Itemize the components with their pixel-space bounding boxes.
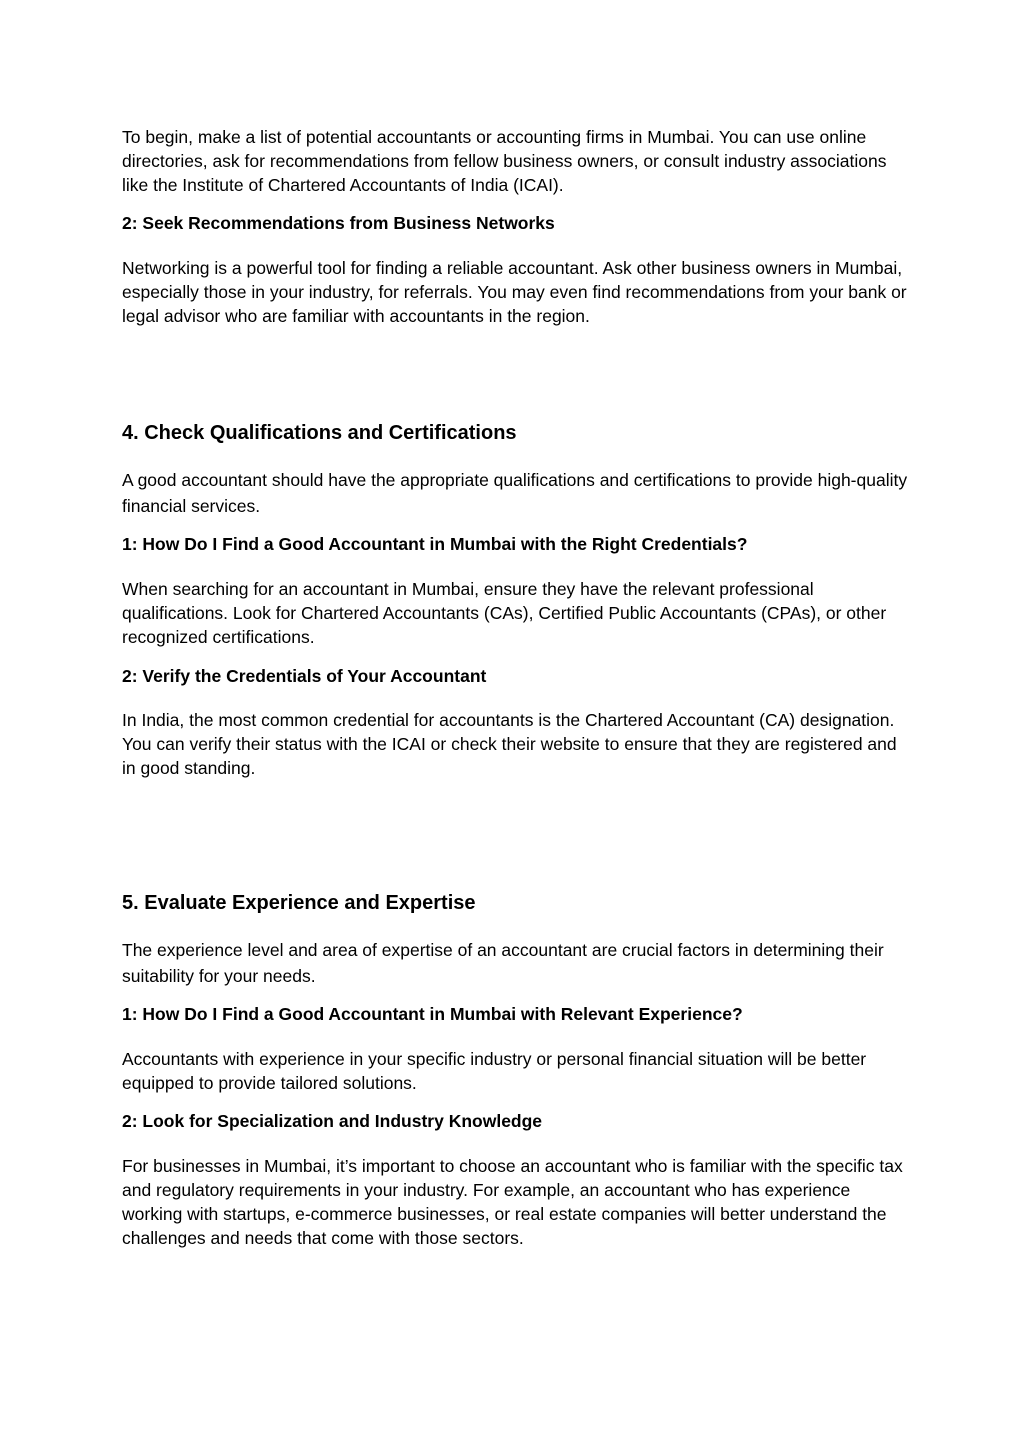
paragraph-experience: Accountants with experience in your specific industry or personal financial situation will be better equipped to provide tailored solutions. — [122, 1049, 867, 1093]
subheading-relevant-experience: 1: How Do I Find a Good Accountant in Mumbai with Relevant Experience? — [122, 1004, 743, 1024]
section-heading-experience: 5. Evaluate Experience and Expertise — [122, 892, 476, 914]
paragraph-networking: Networking is a powerful tool for finding a reliable accountant. Ask other business owners in Mumbai, especially those in your industry, for referrals. You may even find recommendations from your bank or legal advisor who are familiar with accountants in the region. — [122, 258, 907, 326]
subheading-verify-credentials: 2: Verify the Credentials of Your Accountant — [122, 666, 487, 686]
subheading-specialization: 2: Look for Specialization and Industry Knowledge — [122, 1111, 543, 1131]
paragraph-experience-intro: The experience level and area of expertise of an accountant are crucial factors in determining their suitability for your needs. — [122, 940, 884, 986]
paragraph-credentials: When searching for an accountant in Mumbai, ensure they have the relevant professional qualifications. Look for Chartered Accountants (CAs), Certified Public Accountants (CPAs), or other recognized certifications. — [122, 579, 887, 647]
paragraph-specialization: For businesses in Mumbai, it’s important to choose an accountant who is familiar with the specific tax and regulatory requirements in your industry. For example, an accountant who has experience working with startups, e-commerce businesses, or real estate companies will better understand the challenges and needs that come with those sectors. — [122, 1156, 903, 1248]
paragraph-intro: To begin, make a list of potential accountants or accounting firms in Mumbai. You can use online directories, ask for recommendations from fellow business owners, or consult industry associations like the Institute of Chartered Accountants of India (ICAI). — [122, 127, 887, 195]
subheading-business-networks: 2: Seek Recommendations from Business Networks — [122, 213, 555, 233]
paragraph-qualifications-intro: A good accountant should have the appropriate qualifications and certifications to provide high-quality financial services. — [122, 470, 908, 516]
paragraph-verify: In India, the most common credential for accountants is the Chartered Accountant (CA) designation. You can verify their status with the ICAI or check their website to ensure that they are registered and in good standing. — [122, 710, 897, 778]
section-heading-qualifications: 4. Check Qualifications and Certifications — [122, 422, 517, 444]
subheading-right-credentials: 1: How Do I Find a Good Accountant in Mumbai with the Right Credentials? — [122, 534, 748, 554]
